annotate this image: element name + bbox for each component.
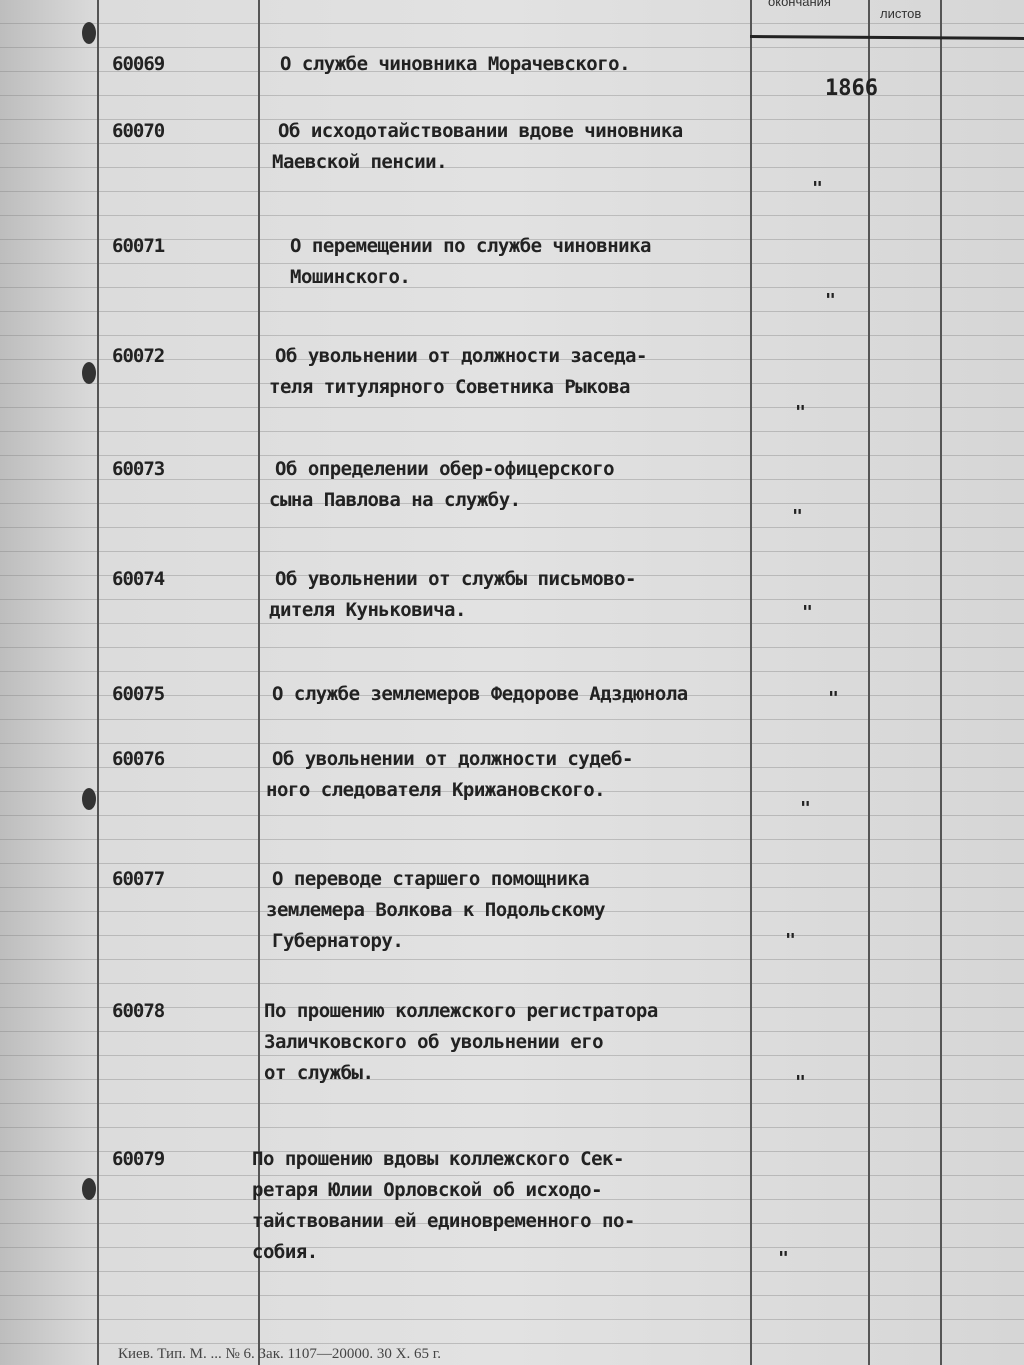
case-title-line: сына Павлова на службу. xyxy=(269,489,521,511)
case-title-line: Об исходотайствовании вдове чиновника xyxy=(278,120,683,142)
case-number: 60079 xyxy=(112,1148,165,1170)
case-title-line: Об увольнении от службы письмово- xyxy=(275,568,636,590)
ditto-mark: " xyxy=(800,798,811,819)
case-title-line: Губернатору. xyxy=(272,930,404,952)
ditto-mark: " xyxy=(795,1072,806,1093)
ditto-mark: " xyxy=(802,602,813,623)
case-title-line: О службе чиновника Морачевского. xyxy=(280,53,631,75)
ditto-mark: " xyxy=(785,930,796,951)
case-title-line: землемера Волкова к Подольскому xyxy=(266,899,606,921)
case-number: 60070 xyxy=(112,120,165,142)
case-title-line: от службы. xyxy=(264,1062,374,1084)
header-sheets: листов xyxy=(880,6,922,21)
binding-hole xyxy=(82,788,96,810)
case-number: 60075 xyxy=(112,683,165,705)
ditto-mark: " xyxy=(792,506,803,527)
case-title-line: ного следователя Крижановского. xyxy=(266,779,606,801)
case-number: 60069 xyxy=(112,53,165,75)
case-title-line: тайствовании ей единовременного по- xyxy=(252,1210,635,1232)
column-divider xyxy=(940,0,942,1365)
column-divider xyxy=(750,0,752,1365)
case-title-line: теля титулярного Советника Рыкова xyxy=(269,376,630,398)
case-title-line: По прошению коллежского регистратора xyxy=(264,1000,658,1022)
binding-hole xyxy=(82,22,96,44)
case-title-line: Заличковского об увольнении его xyxy=(264,1031,604,1053)
ditto-mark: " xyxy=(825,290,836,311)
case-number: 60076 xyxy=(112,748,165,770)
case-title-line: По прошению вдовы коллежского Сек- xyxy=(252,1148,624,1170)
case-title-line: Об увольнении от должности судеб- xyxy=(272,748,633,770)
binding-hole xyxy=(82,362,96,384)
case-title-line: Мошинского. xyxy=(290,266,411,288)
ditto-mark: " xyxy=(795,402,806,423)
case-number: 60071 xyxy=(112,235,165,257)
case-title-line: Об увольнении от должности заседа- xyxy=(275,345,647,367)
binding-hole xyxy=(82,1178,96,1200)
ditto-mark: " xyxy=(812,178,823,199)
case-number: 60073 xyxy=(112,458,165,480)
case-number: 60078 xyxy=(112,1000,165,1022)
case-title-line: О переводе старшего помощника xyxy=(272,868,590,890)
header-rule xyxy=(750,35,1024,40)
case-title-line: О службе землемеров Федорове Адздюнола xyxy=(272,683,688,705)
margin-line xyxy=(97,0,99,1365)
case-number: 60077 xyxy=(112,868,165,890)
case-number: 60074 xyxy=(112,568,165,590)
case-title-line: ретаря Юлии Орловской об исходо- xyxy=(252,1179,603,1201)
ditto-mark: " xyxy=(828,688,839,709)
header-end-date: окончания xyxy=(768,0,831,9)
case-title-line: О перемещении по службе чиновника xyxy=(290,235,651,257)
case-title-line: Маевской пенсии. xyxy=(272,151,448,173)
case-title-line: дителя Куньковича. xyxy=(269,599,466,621)
case-title-line: собия. xyxy=(252,1241,318,1263)
printer-imprint: Киев. Тип. М. ... № 6. Зак. 1107—20000. 30 X. 65 г. xyxy=(118,1346,441,1362)
end-date: 1866 xyxy=(825,76,878,101)
case-title-line: Об определении обер-офицерского xyxy=(275,458,615,480)
case-number: 60072 xyxy=(112,345,165,367)
column-divider xyxy=(868,0,870,1365)
ditto-mark: " xyxy=(778,1248,789,1269)
